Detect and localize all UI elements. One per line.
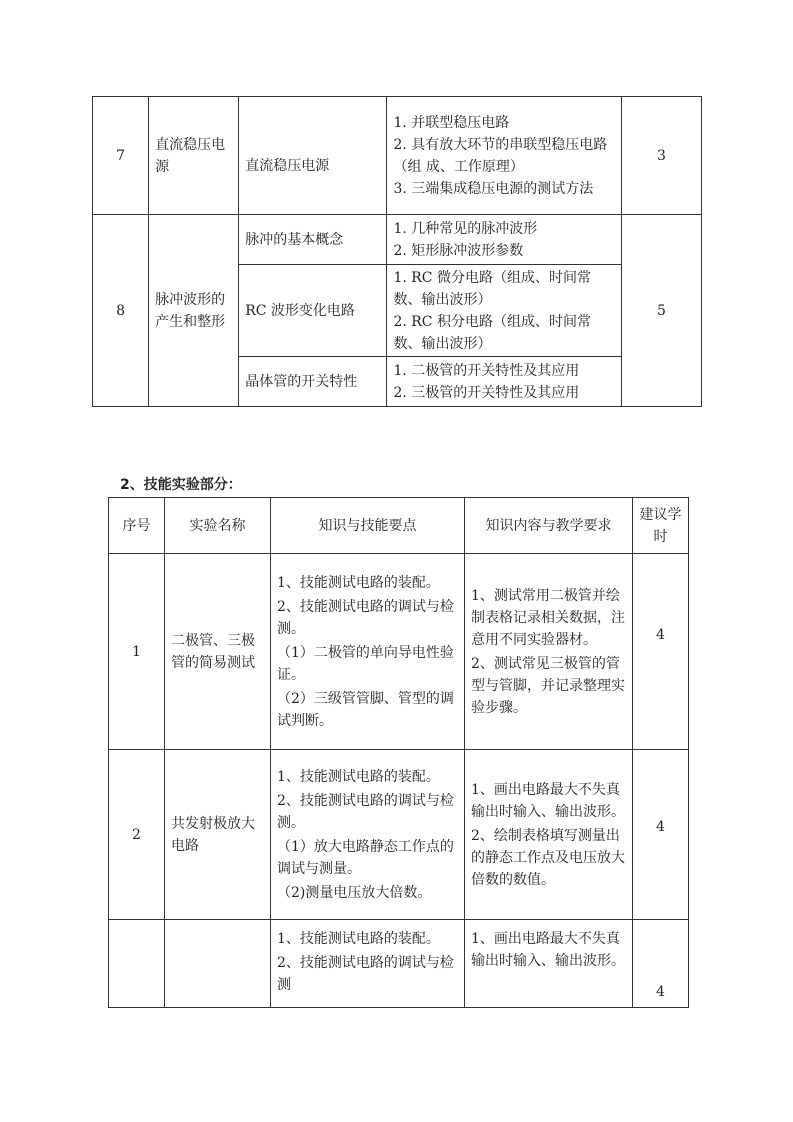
column-header: 知识内容与教学要求 — [465, 498, 633, 554]
list-item: （2)测量电压放大倍数。 — [277, 884, 432, 901]
subtopic-items — [387, 265, 621, 357]
subtopic-name: 晶体管的开关特性 — [239, 357, 387, 407]
table-row — [93, 215, 702, 265]
list-item: 2、测试常见三极管的管型与管脚，并记录整理实验步骤。 — [471, 655, 625, 716]
course-table-theory — [92, 96, 702, 407]
list-item: 2. 具有放大环节的串联型稳压电路（组 成、工作原理） — [393, 136, 608, 175]
skill-points — [271, 750, 465, 920]
table-row — [109, 750, 689, 920]
list-item: （2）三级管管脚、管型的调试判断。 — [277, 690, 454, 729]
experiment-name: 共发射极放大电路 — [165, 750, 271, 920]
table-row — [109, 920, 689, 1008]
list-item: 2、技能测试电路的调试与检测。 — [277, 598, 454, 637]
row-number: 8 — [93, 215, 149, 407]
skill-points — [271, 554, 465, 750]
table-row — [93, 97, 702, 215]
list-item: 2、技能测试电路的调试与检测。 — [277, 792, 454, 831]
subtopic-name: 脉冲的基本概念 — [239, 215, 387, 265]
experiment-name — [165, 920, 271, 1008]
topic-name: 脉冲波形的产生和整形 — [149, 215, 239, 407]
list-item: 1、测试常用二极管并绘制表格记录相关数据，注意用不同实验器材。 — [471, 587, 625, 648]
table-row — [109, 554, 689, 750]
column-header: 知识与技能要点 — [271, 498, 465, 554]
teaching-requirements — [465, 554, 633, 750]
hours-value: 4 — [633, 920, 689, 1008]
list-item: 2. 三极管的开关特性及其应用 — [393, 384, 580, 401]
list-item: 1. 并联型稳压电路 — [393, 114, 510, 131]
list-item: 2. 矩形脉冲波形参数 — [393, 242, 524, 259]
list-item: （1）放大电路静态工作点的调试与测量。 — [277, 838, 454, 877]
hours-value: 5 — [621, 215, 701, 407]
subtopic-items — [387, 97, 621, 215]
subtopic-items — [387, 357, 621, 407]
row-number — [109, 920, 165, 1008]
subtopic-items — [387, 215, 621, 265]
list-item: （1）二极管的单向导电性验证。 — [277, 644, 454, 683]
course-table-lab — [108, 497, 689, 1008]
row-number: 2 — [109, 750, 165, 920]
teaching-requirements — [465, 750, 633, 920]
list-item: 1、画出电路最大不失真输出时输入、输出波形。 — [471, 931, 625, 969]
list-item: 1. RC 微分电路（组成、时间常数、输出波形） — [393, 269, 591, 308]
hours-value: 4 — [633, 750, 689, 920]
column-header: 序号 — [109, 498, 165, 554]
list-item: 1、技能测试电路的装配。 — [277, 574, 440, 591]
column-header: 实验名称 — [165, 498, 271, 554]
hours-value: 3 — [621, 97, 701, 215]
teaching-requirements — [465, 920, 633, 1008]
list-item: 1、技能测试电路的装配。 — [277, 931, 440, 947]
list-item: 1. 几种常见的脉冲波形 — [393, 220, 538, 237]
hours-value: 4 — [633, 554, 689, 750]
experiment-name: 二极管、三极管的简易测试 — [165, 554, 271, 750]
subtopic-name: 直流稳压电源 — [239, 97, 387, 215]
row-number: 1 — [109, 554, 165, 750]
list-item: 1. 二极管的开关特性及其应用 — [393, 362, 580, 379]
list-item: 3. 三端集成稳压电源的测试方法 — [393, 180, 594, 197]
subtopic-name: RC 波形变化电路 — [239, 265, 387, 357]
list-item: 2. RC 积分电路（组成、时间常数、输出波形） — [393, 313, 591, 352]
list-item: 1、画出电路最大不失真输出时输入、输出波形。 — [471, 781, 625, 820]
list-item: 2、绘制表格填写测量出的静态工作点及电压放大倍数的数值。 — [471, 827, 625, 888]
list-item: 1、技能测试电路的装配。 — [277, 768, 440, 785]
section-title: 2、技能实验部分： — [120, 477, 242, 493]
skill-points — [271, 920, 465, 1008]
table-header-row — [109, 498, 689, 554]
list-item: 2、技能测试电路的调试与检测 — [277, 955, 454, 993]
topic-name: 直流稳压电源 — [149, 97, 239, 215]
row-number: 7 — [93, 97, 149, 215]
column-header: 建议学时 — [633, 498, 689, 554]
